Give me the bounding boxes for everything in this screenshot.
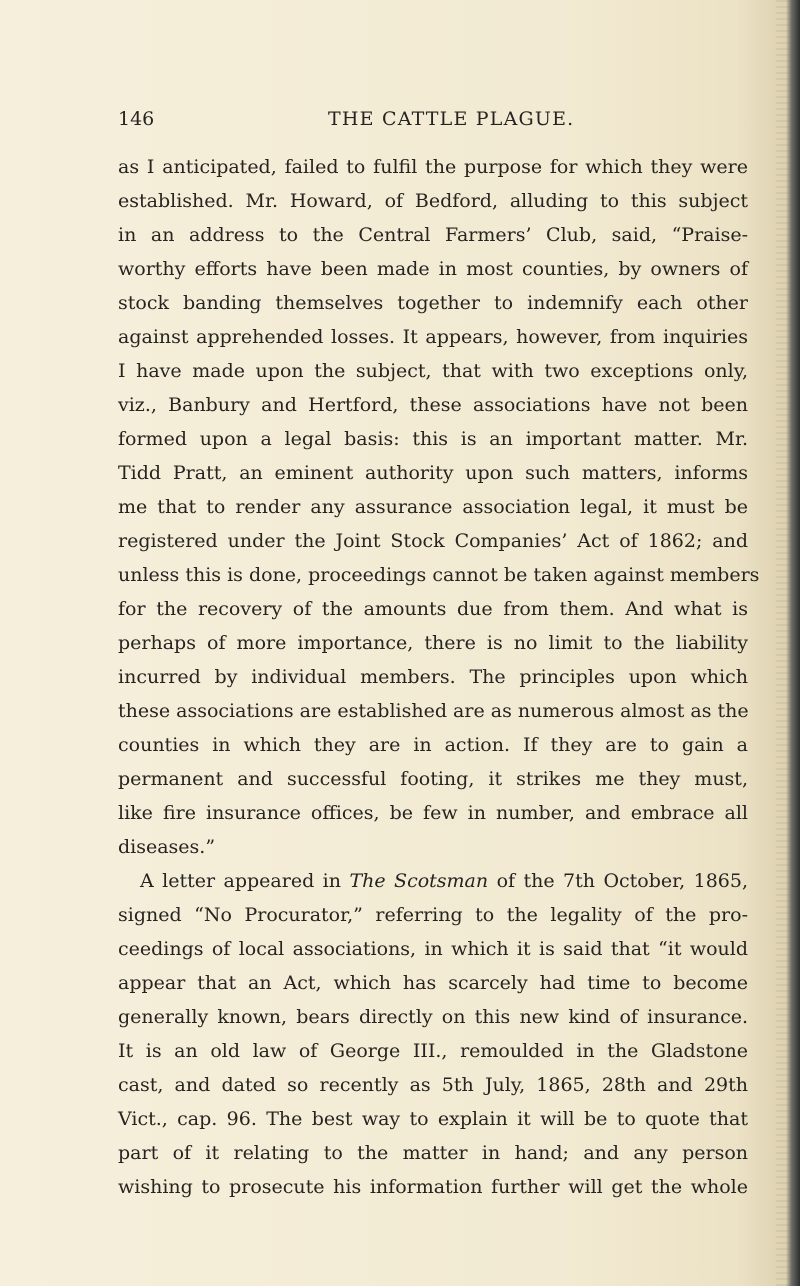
text-line: appear that an Act, which has scarcely had time to become	[118, 972, 748, 994]
text-line: viz., Banbury and Hertford, these associations have not been	[118, 394, 748, 416]
text-line: in an address to the Central Farmers’ Club, said, “Praise-	[118, 224, 748, 246]
text-line: worthy efforts have been made in most counties, by owners of	[118, 258, 748, 280]
text-line: me that to render any assurance association legal, it must be	[118, 496, 748, 518]
text-line: unless this is done, proceedings cannot be taken against members	[118, 564, 760, 586]
newspaper-title: The Scotsman	[349, 870, 489, 892]
text-line: Vict., cap. 96. The best way to explain it will be to quote that	[118, 1108, 748, 1130]
text-line: Tidd Pratt, an eminent authority upon such matters, informs	[118, 462, 748, 484]
running-title: THE CATTLE PLAGUE.	[328, 108, 575, 130]
text-line: permanent and successful footing, it strikes me they must,	[118, 768, 748, 790]
text-line: registered under the Joint Stock Companies’ Act of 1862; and	[118, 530, 748, 552]
text-line: established. Mr. Howard, of Bedford, alluding to this subject	[118, 190, 748, 212]
text-line: like fire insurance offices, be few in number, and embrace all	[118, 802, 748, 824]
paragraph-first-line	[118, 864, 748, 898]
text-line: generally known, bears directly on this new kind of insurance.	[118, 1006, 748, 1028]
text-line: stock banding themselves together to indemnify each other	[118, 292, 748, 314]
text-line: I have made upon the subject, that with two exceptions only,	[118, 360, 748, 382]
text-line: incurred by individual members. The principles upon which	[118, 666, 748, 688]
text-line: these associations are established are as numerous almost as the	[118, 700, 749, 722]
body-text	[118, 150, 760, 1204]
text-line: part of it relating to the matter in hand; and any person	[118, 1142, 748, 1164]
text-line: formed upon a legal basis: this is an important matter. Mr.	[118, 428, 748, 450]
text-line: perhaps of more importance, there is no limit to the liability	[118, 632, 748, 654]
text-line: counties in which they are in action. If they are to gain a	[118, 734, 748, 756]
book-edge-shadow	[786, 0, 800, 1286]
text-line: It is an old law of George III., remoulded in the Gladstone	[118, 1040, 748, 1062]
text-line: for the recovery of the amounts due from them. And what is	[118, 598, 748, 620]
text-segment: A letter appeared in	[140, 870, 341, 892]
text-line: against apprehended losses. It appears, however, from inquiries	[118, 326, 748, 348]
text-line: ceedings of local associations, in which it is said that “it would	[118, 938, 748, 960]
text-line: wishing to prosecute his information further will get the whole	[118, 1176, 748, 1198]
running-head	[118, 106, 748, 132]
text-line: cast, and dated so recently as 5th July, 1865, 28th and 29th	[118, 1074, 748, 1096]
page-number: 146	[118, 108, 155, 130]
text-line: signed “No Procurator,” referring to the legality of the pro-	[118, 904, 748, 926]
text-segment: of the 7th October, 1865,	[496, 870, 749, 892]
text-line: as I anticipated, failed to fulfil the purpose for which they were	[118, 156, 748, 178]
text-line: diseases.”	[118, 836, 216, 858]
